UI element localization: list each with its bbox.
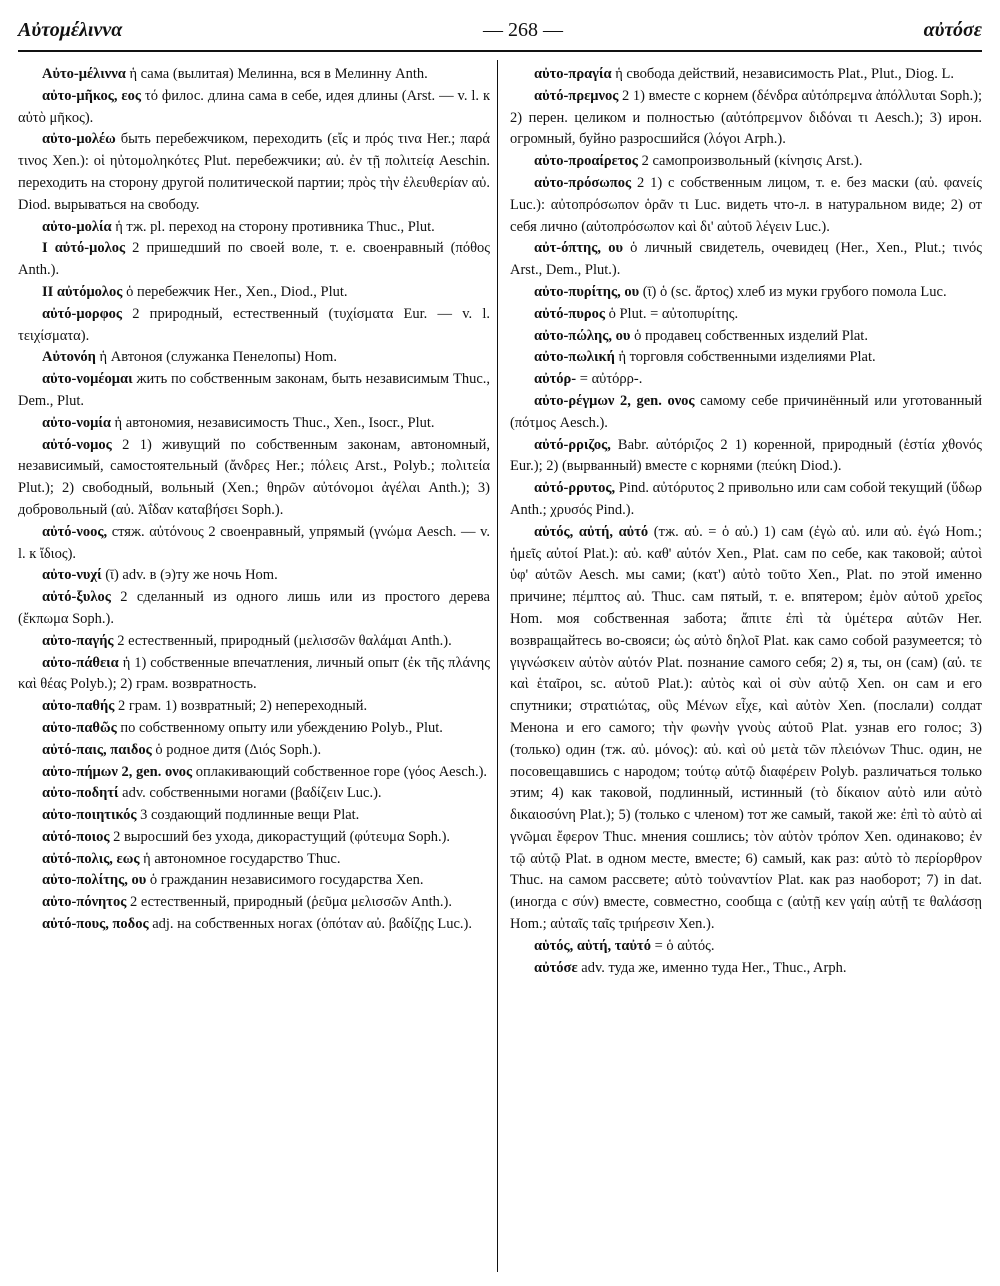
dictionary-entry <box>18 914 490 936</box>
entry-headword: αὐτό-ρριζος, <box>534 436 611 453</box>
dictionary-entry <box>18 849 490 871</box>
entry-definition: 2 выросший без ухода, дикорастущий (φύτευμα Soph.). <box>113 828 451 845</box>
entry-headword: αὐτο-νομέομαι <box>42 371 133 388</box>
dictionary-entry <box>18 870 490 892</box>
entry-headword: αὐτο-προαίρετος <box>534 153 638 170</box>
entry-headword: αὐτο-πώλης, ου <box>534 327 631 344</box>
entry-definition: ἡ автономное государство Thuc. <box>143 850 341 867</box>
dictionary-entry <box>18 827 490 849</box>
entry-definition: по собственному опыту или убеждению Polyb., Plut. <box>120 719 443 736</box>
dictionary-entry <box>510 326 982 348</box>
entry-headword: αὐτό-νομος <box>42 436 112 453</box>
entry-definition: 2 естественный, природный (ῥεῦμα μελισσῶν Anth.). <box>129 894 452 911</box>
page-header <box>18 14 982 46</box>
entry-headword: αὐτο-παθής <box>42 698 115 715</box>
entry-headword: αὐτο-παθῶς <box>42 719 117 736</box>
dictionary-entry <box>510 64 982 86</box>
entry-headword: αὐτό-πυρος <box>534 305 605 322</box>
entry-definition: ἡ 1) собственные впечатления, личный опыт (ἐκ τῆς πλάνης καὶ θέας Polyb.); 2) грам. возвратность. <box>18 654 490 693</box>
header-first-word: Αὐτομέλιννα <box>18 18 123 41</box>
entry-headword: αὐτό-ρρυτος, <box>534 480 616 497</box>
entry-headword: II αὐτόμολος <box>42 283 123 300</box>
entry-headword: αὐτο-πάθεια <box>42 654 119 671</box>
entry-definition: ἡ Автоноя (служанка Пенелопы) Hom. <box>99 349 337 366</box>
dictionary-entry <box>510 369 982 391</box>
entry-headword: αὐτό-παις, παιδος <box>42 741 152 758</box>
entry-definition: 2 самопроизвольный (κίνησις Arst.). <box>641 153 863 170</box>
entry-headword: αὐτο-πραγία <box>534 66 612 82</box>
dictionary-entry <box>18 740 490 762</box>
entry-headword: αὐτο-πόνητος <box>42 894 127 911</box>
entry-headword: αὐτό-πους, ποδος <box>42 916 149 933</box>
entry-headword: αὐτο-ρέγμων 2, gen. ονος <box>534 392 695 409</box>
entry-definition: ἡ свобода действий, независимость Plat., Plut., Diog. L. <box>615 66 954 82</box>
dictionary-entry <box>510 282 982 304</box>
entry-definition: ὁ продавец собственных изделий Plat. <box>634 327 868 344</box>
entry-headword: αὐτό-ξυλος <box>42 589 111 606</box>
entry-headword: αὐτόσε <box>534 959 578 976</box>
dictionary-entry <box>18 238 490 282</box>
entry-definition: (ῑ) ὁ (sc. ἄρτος) хлеб из муки грубого помола Luc. <box>642 283 947 300</box>
dictionary-entry <box>18 783 490 805</box>
entry-headword: αὐτο-πολίτης, ου <box>42 872 147 889</box>
entry-definition: adj. на собственных ногах (ὁπόταν αὐ. βαδίζῃς Luc.). <box>152 916 472 933</box>
entry-definition: 2 сделанный из одного лишь или из простого дерева (ἔκπωμα Soph.). <box>18 589 490 627</box>
dictionary-entry <box>18 587 490 631</box>
dictionary-entry <box>18 129 490 216</box>
entry-headword: αὐτόρ- <box>534 371 577 388</box>
dictionary-entry <box>18 282 490 304</box>
entry-definition: 2 1) живущий по собственным законам, автономный, независимый, самостоятельный (ἄνδρες Her.; πόλεις Arst., Polyb.; πολιτεία Plut.); 2) свободный, вольный (Xen.; θηρῶν αὐτόνομοι ἀγέλαι Anth.); 3) добровольный (αὐ. Ἀΐδαν καταβήσει Soph.). <box>18 436 490 518</box>
entry-headword: αὐτο-μῆκος, εος <box>42 87 141 104</box>
entry-definition: быть перебежчиком, переходить (εἴς и πρός τινα Her.; παρά τινος Xen.): οἱ ηὐτομοληκότες Plut. перебежчики; αὐ. ἐν τῇ πολιτείᾳ Aeschin. переходить на сторону другой политической партии; πρὸς τὴν ἐλευθερίαν αὐ. Diod. вырываться на свободу. <box>18 131 490 213</box>
dictionary-entry <box>18 435 490 522</box>
entry-definition: 2 грам. 1) возвратный; 2) непереходный. <box>117 698 368 715</box>
entry-headword: αὐτο-ποιητικός <box>42 807 137 824</box>
dictionary-entry <box>18 86 490 130</box>
entry-definition: adv. туда же, именно туда Her., Thuc., Arph. <box>581 959 847 976</box>
entry-headword: αὐτό-πρεμνος <box>534 87 619 104</box>
entry-definition: 3 создающий подлинные вещи Plat. <box>140 807 360 824</box>
entry-definition: стяж. αὐτόνους 2 своенравный, упрямый (γνώμα Aesch. — v. l. к ἴδιος). <box>18 523 490 562</box>
entry-headword: αὐτό-νοος, <box>42 523 108 540</box>
dictionary-entry <box>510 936 982 958</box>
dictionary-entry <box>18 805 490 827</box>
dictionary-entry <box>510 238 982 282</box>
entry-headword: αὐτός, αὐτή, αὐτό <box>534 523 649 540</box>
entry-definition: ἡ торговля собственными изделиями Plat. <box>618 349 876 366</box>
entry-definition: ἡ автономия, независимость Thuc., Xen., Isocr., Plut. <box>114 414 435 431</box>
dictionary-entry <box>510 173 982 238</box>
entry-definition: = αὐτόρρ-. <box>579 371 643 388</box>
dictionary-entry <box>18 631 490 653</box>
entry-definition: ὁ гражданин независимого государства Xen. <box>149 872 424 889</box>
left-column <box>18 64 490 1269</box>
dictionary-entry <box>18 718 490 740</box>
entry-definition: ὁ Plut. = αὐτοπυρίτης. <box>608 305 739 322</box>
entry-headword: αὐτο-νομία <box>42 414 111 431</box>
entry-definition: = ὁ αὐτός. <box>654 937 715 954</box>
entry-headword: αὐτο-παγής <box>42 632 114 649</box>
entry-definition: (тж. αὐ. = ὁ αὐ.) 1) сам (ἐγὼ αὐ. или αὐ. ἐγώ Hom.; ἡμεῖς αὐτοί Plat.): αὐ. καθ' αὑτόν Xen., Plat. сам по себе, как таковой; αὐτοὶ ὑφ' αὑτῶν Aesch. мы сами; (κατ') αὐτὸ τοῦτο Xen., Plat. по этой именно причине; πέμπτος αὐ. Thuc. сам пятый, т. е. впятером; ἐμὸν αὐτοῦ χρεῖος Hom. моя собственная забота; ἄπιτε ἐπὶ τὰ ὑμέτερα αὐτῶν Her. возвращайтесь во-свояси; ὡς αὐτὸ δηλοῖ Plat. как само собой разумеется; τὸ γιγνώσκειν αὐτὸν αὑτόν Plat. познание самого себя; 2) я, ты, он (сам) (αὐ. τε καὶ ἑταῖροι, sc. αὐτοῦ Plat.): αὐτὸς καὶ οἱ σὺν αὐτῷ Xen. он сам и его спутники; στρατιώτας, οὓς Μένων εἶχε, καὶ αὐτὸν Xen. (послали) солдат Менона и его самого; τὴν φωνὴν γνοὺς αὐτοῦ Plat. узнав его голос; 3) (только) один (тж. αὐ. μόνος): αὐ. καὶ οὐ μετὰ τῶν πλειόνων Thuc. один, не посовещавшись с народом; τούτῳ αὐτῷ διαφέρειν Polyb. различаться только этим; 4) как таковой, подлинный, истинный (τὸ δίκαιον αὐτὸ или αὐτὸ δικαιοσύνη Plat.); 5) (только с членом) тот же самый, такой же: ἐπὶ τὸ αὐτὸ αἱ γνῶμαι ἔφερον Thuc. мнения сошлись; τὸν αὐτὸν τρόπον Xen. одинаково; ἐν τῷ αὐτῷ Plat. в одном месте, вместе; 6) самый, как раз: αὐτὸ τὸ περίορθρον Thuc. на самом рассвете; αὐτὸ τοὐναντίον Plat. как раз наоборот; 7) in dat. (иногда с σύν) вместе, совместно, сообща с (αὐτῇ κεν γαίῃ αὐτῇ τε θαλάσσῃ Hom.; αὐταῖς ταῖς τριήρεσιν Xen.). <box>510 523 982 933</box>
dictionary-entry <box>18 762 490 784</box>
entry-definition: ὁ личный свидетель, очевидец (Her., Xen., Plut.; τινός Arst., Dem., Plut.). <box>510 240 982 279</box>
entry-definition: ἡ тж. pl. переход на сторону противника Thuc., Plut. <box>115 218 435 235</box>
entry-headword: αὐτο-μολία <box>42 218 112 235</box>
dictionary-entry <box>18 369 490 413</box>
dictionary-entry <box>18 304 490 348</box>
entry-definition: 2 естественный, природный (μελισσῶν θαλάμαι Anth.). <box>117 632 452 649</box>
entry-headword: αὐτο-πυρίτης, ου <box>534 283 640 300</box>
entry-definition: 2 1) с собственным лицом, т. е. без маски (αὐ. φανείς Luc.): αὐτοπρόσωπον ὁρᾶν τι Luc. видеть что-л. в натуральном виде; 2) от себя лично (αὐτοπρόσωπον καὶ δι' αὑτοῦ λέγειν Luc.). <box>510 174 982 235</box>
dictionary-entry <box>18 565 490 587</box>
dictionary-entry <box>510 478 982 522</box>
entry-definition: τό филос. длина сама в себе, идея длины (Arst. — v. l. к αὐτὸ μῆκος). <box>18 87 490 126</box>
dictionary-entry <box>510 958 982 980</box>
entry-definition: 2 природный, естественный (τυχίσματα Eur. — v. l. τειχίσματα). <box>18 305 490 344</box>
dictionary-entry <box>510 86 982 151</box>
dictionary-entry <box>510 435 982 479</box>
dictionary-entry <box>510 347 982 369</box>
dictionary-entry <box>18 217 490 239</box>
entry-definition: 2 пришедший по своей воле, т. е. своенравный (πόθος Anth.). <box>18 240 490 279</box>
dictionary-entry <box>18 892 490 914</box>
dictionary-entry <box>18 653 490 697</box>
dictionary-entry <box>510 304 982 326</box>
entry-definition: 2 1) вместе с корнем (δένδρα αὐτόπρεμνα ἀπόλλυται Soph.); 2) перен. целиком и полностью (αὐτόπρεμνον διδόναι τι Aesch.); 3) ирон. огромный, буйно разросшийся (λόγοι Arph.). <box>510 87 982 148</box>
dictionary-entry <box>18 696 490 718</box>
page-number: — 268 — <box>482 18 563 41</box>
entry-headword: αὐτ-όπτης, ου <box>534 240 623 257</box>
dictionary-entry <box>18 413 490 435</box>
entry-headword: αὐτό-πολις, εως <box>42 850 140 867</box>
dictionary-entry <box>510 391 982 435</box>
entry-definition: adv. собственными ногами (βαδίζειν Luc.). <box>122 785 382 802</box>
entry-definition: оплакивающий собственное горе (γόος Aesch.). <box>195 763 488 780</box>
entry-definition: ἡ сама (вылитая) Мелинна, вся в Мелинну Anth. <box>129 66 428 82</box>
entry-definition: самому себе причинённый или уготованный (πότμος Aesch.). <box>510 392 982 431</box>
dictionary-entry <box>510 522 982 936</box>
entry-definition: (ῑ) adv. в (э)ту же ночь Hom. <box>105 567 278 584</box>
entry-definition: ὁ родное дитя (Διός Soph.). <box>155 741 322 758</box>
entry-headword: αὐτο-πήμων 2, gen. ονος <box>42 763 193 780</box>
dictionary-entry <box>18 522 490 566</box>
entry-headword: αὐτό-ποιος <box>42 828 110 845</box>
entry-headword: Αὐτο-μέλιννα <box>42 66 126 82</box>
entry-headword: Αὐτονόη <box>42 349 96 366</box>
header-rule <box>18 50 982 52</box>
entry-headword: αὐτο-πρόσωπος <box>534 174 632 191</box>
entry-headword: I αὐτό-μολος <box>42 240 126 257</box>
entry-headword: αὐτο-νυχί <box>42 567 102 584</box>
entry-definition: ὁ перебежчик Her., Xen., Diod., Plut. <box>126 283 348 300</box>
entry-definition: Pind. αὐτόρυτος 2 привольно или сам собой текущий (ὕδωρ Anth.; χρυσός Pind.). <box>510 480 982 518</box>
entry-headword: αὐτο-πωλική <box>534 349 615 366</box>
header-last-word: αὐτόσε <box>923 18 982 41</box>
entry-headword: αὑτός, αὑτή, ταὐτό <box>534 937 651 954</box>
entry-headword: αὐτό-μορφος <box>42 305 123 322</box>
entry-definition: Babr. αὐτόριζος 2 1) коренной, природный (ἑστία χθονός Eur.); 2) (вырванный) вместе с корнями (πεύκη Diod.). <box>510 436 982 475</box>
entry-headword: αὐτο-ποδητί <box>42 785 119 802</box>
dictionary-entry <box>18 64 490 86</box>
right-column <box>510 64 982 1269</box>
entry-definition: жить по собственным законам, быть независимым Thuc., Dem., Plut. <box>18 371 490 409</box>
entry-headword: αὐτο-μολέω <box>42 131 116 148</box>
column-divider <box>497 60 498 1272</box>
dictionary-entry <box>510 151 982 173</box>
dictionary-entry <box>18 347 490 369</box>
